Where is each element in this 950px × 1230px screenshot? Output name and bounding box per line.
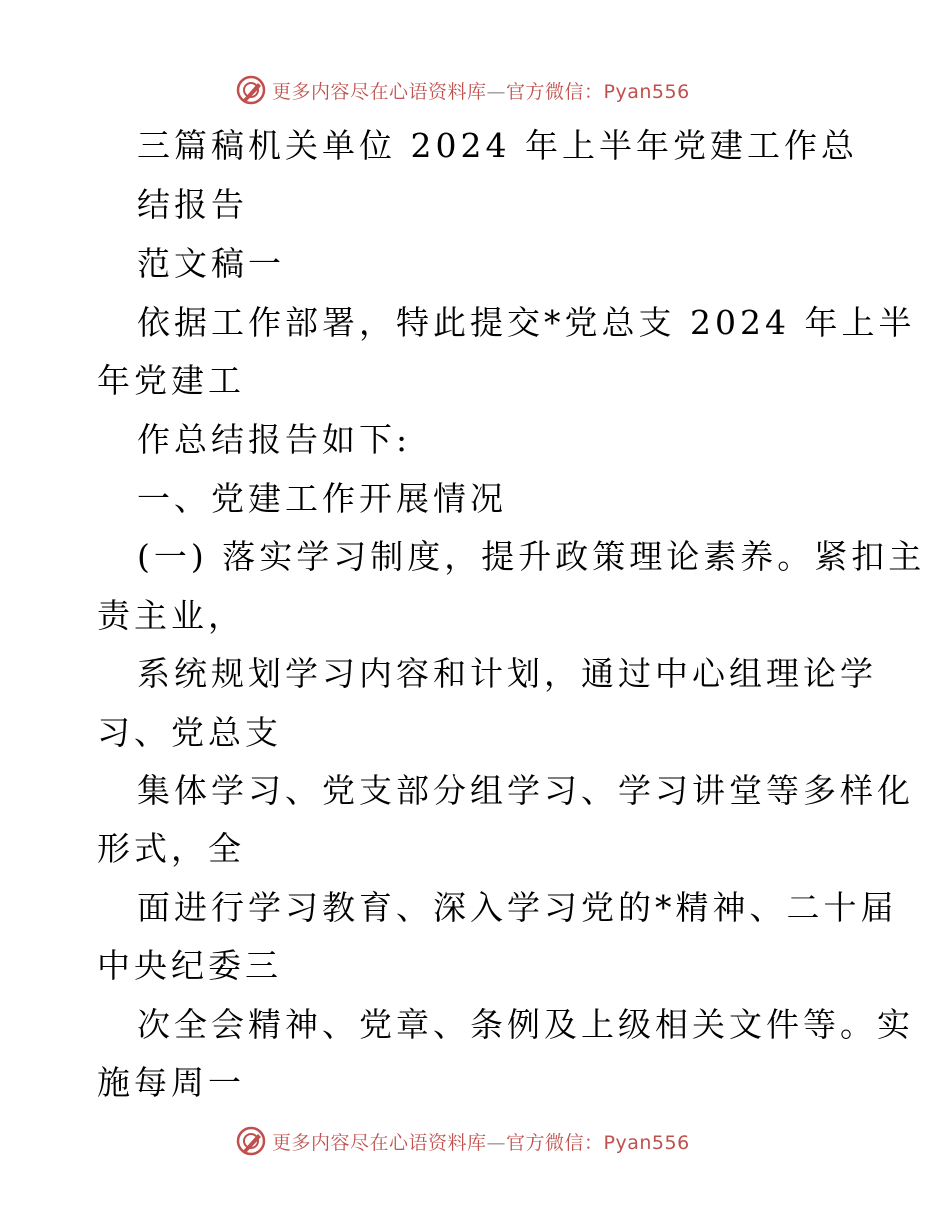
footer-banner	[236, 1124, 690, 1158]
text-line: 集体学习、党支部分组学习、学习讲堂等多样化	[137, 771, 914, 810]
pen-logo-icon	[236, 75, 266, 105]
banner-title: 更多内容尽在心语资料库	[272, 1131, 487, 1154]
banner-contact: 官方微信：Pyan556	[506, 80, 690, 103]
banner-contact: 官方微信：Pyan556	[506, 1131, 690, 1154]
text-line: 依据工作部署，特此提交*党总支 2024 年上半	[137, 303, 916, 342]
header-banner	[236, 73, 690, 107]
text-line: 形式，全	[97, 829, 245, 868]
banner-title: 更多内容尽在心语资料库	[272, 80, 487, 103]
pen-logo-icon	[236, 1126, 266, 1156]
text-line: 次全会精神、党章、条例及上级相关文件等。实	[137, 1005, 914, 1044]
text-line: 面进行学习教育、深入学习党的*精神、二十届	[137, 888, 898, 927]
text-line: 三篇稿机关单位 2024 年上半年党建工作总	[137, 126, 858, 165]
text-line: 系统规划学习内容和计划，通过中心组理论学	[137, 654, 877, 693]
text-line: 年党建工	[97, 361, 245, 400]
text-line: 一、党建工作开展情况	[137, 479, 507, 518]
text-line: 范文稿一	[137, 244, 285, 283]
banner-text	[272, 1128, 690, 1155]
text-line: (一) 落实学习制度，提升政策理论素养。紧扣主	[137, 537, 926, 576]
text-line: 施每周一	[97, 1063, 245, 1102]
text-line: 习、党总支	[97, 713, 282, 752]
text-line: 结报告	[137, 185, 248, 224]
banner-separator: —	[486, 80, 507, 103]
text-line: 作总结报告如下:	[137, 420, 412, 459]
text-line: 中央纪委三	[97, 946, 282, 985]
banner-text	[272, 77, 690, 104]
text-line: 责主业，	[97, 596, 245, 635]
banner-separator: —	[486, 1131, 507, 1154]
